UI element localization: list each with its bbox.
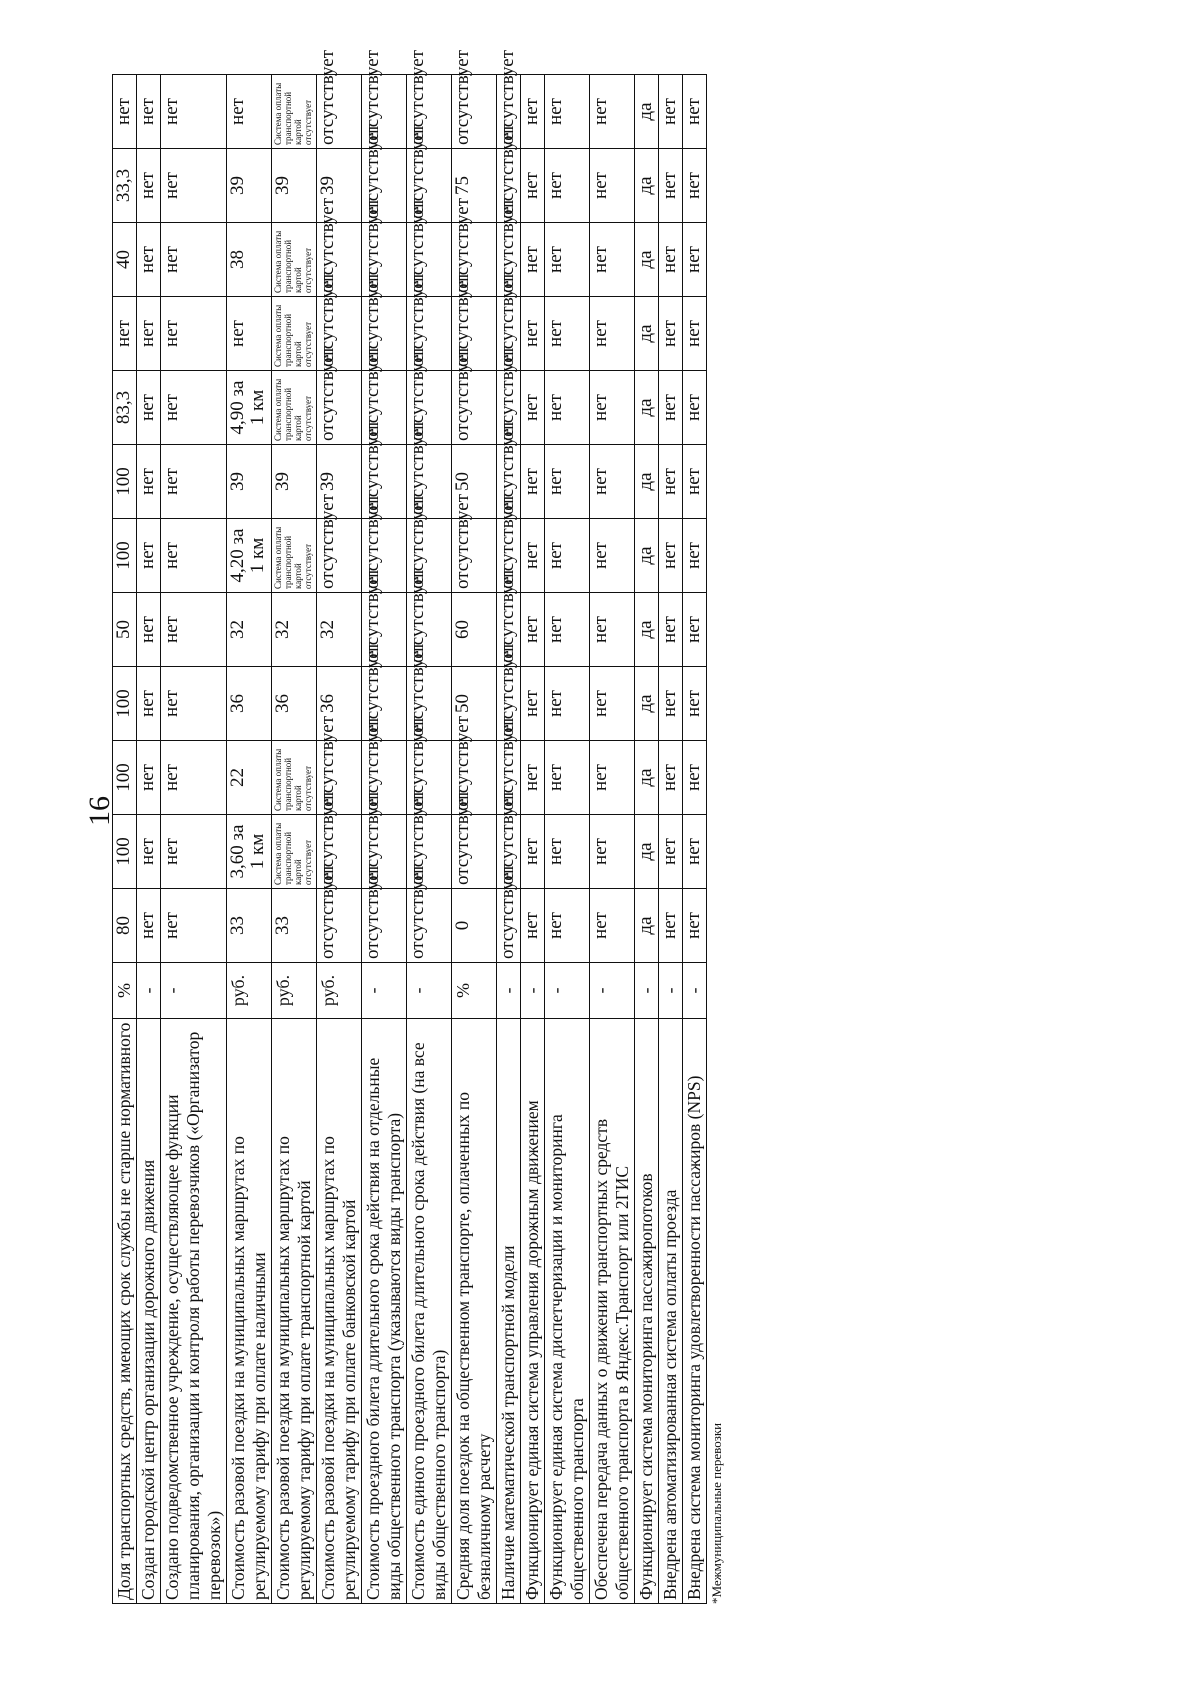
- indicator-unit: -: [590, 963, 635, 1019]
- value-cell: нет: [590, 297, 635, 371]
- value-cell: Система оплаты транспортной картой отсутствует: [272, 371, 317, 445]
- value-cell: отсутствует: [497, 889, 521, 963]
- value-cell: 33: [227, 889, 272, 963]
- value-cell: нет: [659, 149, 683, 223]
- value-cell: нет: [545, 815, 590, 889]
- value-cell: нет: [161, 445, 227, 519]
- value-cell: отсутствует: [497, 297, 521, 371]
- value-cell: нет: [137, 741, 161, 815]
- value-cell: нет: [683, 149, 707, 223]
- value-cell: отсутствует: [497, 223, 521, 297]
- indicator-unit: -: [362, 963, 407, 1019]
- value-cell: нет: [659, 667, 683, 741]
- value-cell: нет: [659, 223, 683, 297]
- value-cell: отсутствует: [317, 815, 362, 889]
- value-cell: нет: [521, 519, 545, 593]
- value-cell: 39: [317, 149, 362, 223]
- value-cell: нет: [137, 815, 161, 889]
- value-cell: 50: [452, 667, 497, 741]
- value-cell: Система оплаты транспортной картой отсутствует: [272, 815, 317, 889]
- value-cell: 100: [113, 667, 137, 741]
- value-cell: нет: [521, 889, 545, 963]
- table-row: [113, 75, 137, 1604]
- indicator-unit: руб.: [272, 963, 317, 1019]
- table-row: [407, 75, 452, 1604]
- value-cell: отсутствует: [407, 149, 452, 223]
- value-cell: отсутствует: [497, 149, 521, 223]
- value-cell: нет: [590, 889, 635, 963]
- table-row: [545, 75, 590, 1604]
- value-cell: 4,20 за 1 км: [227, 519, 272, 593]
- value-cell: нет: [545, 149, 590, 223]
- indicator-unit: -: [161, 963, 227, 1019]
- value-cell: нет: [659, 519, 683, 593]
- value-cell: нет: [137, 297, 161, 371]
- value-cell: нет: [137, 889, 161, 963]
- value-cell: отсутствует: [317, 75, 362, 149]
- value-cell: отсутствует: [497, 75, 521, 149]
- value-cell: нет: [590, 593, 635, 667]
- value-cell: 22: [227, 741, 272, 815]
- value-cell: нет: [590, 445, 635, 519]
- value-cell: отсутствует: [362, 445, 407, 519]
- indicator-name: Стоимость единого проездного билета длительного срока действия (на все виды общественного транспорта): [407, 1019, 452, 1604]
- value-cell: нет: [521, 223, 545, 297]
- value-cell: 33: [272, 889, 317, 963]
- value-cell: нет: [545, 741, 590, 815]
- indicator-name: Создано подведомственное учреждение, осуществляющее функции планирования, организации и контроля работы перевозчиков («Организатор перевозок»): [161, 1019, 227, 1604]
- value-cell: 50: [113, 593, 137, 667]
- value-cell: 100: [113, 815, 137, 889]
- value-cell: нет: [137, 593, 161, 667]
- indicators-table: [112, 49, 707, 1604]
- value-cell: нет: [137, 667, 161, 741]
- value-cell: отсутствует: [362, 149, 407, 223]
- value-cell: нет: [545, 667, 590, 741]
- value-cell: нет: [521, 593, 545, 667]
- value-cell: да: [635, 741, 659, 815]
- value-cell: да: [635, 445, 659, 519]
- value-cell: отсутствует: [362, 741, 407, 815]
- value-cell: отсутствует: [317, 741, 362, 815]
- value-cell: отсутствует: [317, 223, 362, 297]
- value-cell: нет: [113, 75, 137, 149]
- value-cell: отсутствует: [317, 519, 362, 593]
- value-cell: нет: [590, 667, 635, 741]
- indicator-name: Внедрена система мониторинга удовлетворенности пассажиров (NPS): [683, 1019, 707, 1604]
- value-cell: отсутствует: [452, 223, 497, 297]
- value-cell: нет: [227, 297, 272, 371]
- value-cell: отсутствует: [407, 815, 452, 889]
- indicator-name: Внедрена автоматизированная система оплаты проезда: [659, 1019, 683, 1604]
- value-cell: отсутствует: [317, 371, 362, 445]
- value-cell: отсутствует: [362, 889, 407, 963]
- value-cell: 80: [113, 889, 137, 963]
- table-row: [452, 75, 497, 1604]
- value-cell: отсутствует: [362, 519, 407, 593]
- value-cell: отсутствует: [407, 667, 452, 741]
- value-cell: нет: [590, 519, 635, 593]
- indicator-name: Доля транспортных средств, имеющих срок службы не старше нормативного: [113, 1019, 137, 1604]
- value-cell: нет: [161, 741, 227, 815]
- value-cell: Система оплаты транспортной картой отсутствует: [272, 223, 317, 297]
- indicator-name: Стоимость разовой поездки на муниципальных маршрутах по регулируемому тарифу при оплате транспортной картой: [272, 1019, 317, 1604]
- value-cell: отсутствует: [407, 593, 452, 667]
- indicator-unit: %: [452, 963, 497, 1019]
- value-cell: 38: [227, 223, 272, 297]
- value-cell: 50: [452, 445, 497, 519]
- value-cell: нет: [521, 297, 545, 371]
- value-cell: да: [635, 667, 659, 741]
- indicator-unit: -: [521, 963, 545, 1019]
- table-row: [521, 75, 545, 1604]
- value-cell: 36: [272, 667, 317, 741]
- value-cell: нет: [590, 815, 635, 889]
- table-row: [497, 75, 521, 1604]
- value-cell: нет: [521, 445, 545, 519]
- value-cell: отсутствует: [452, 297, 497, 371]
- table-row: [659, 75, 683, 1604]
- footnote: *Межмуниципальные перевозки: [709, 1422, 724, 1604]
- value-cell: нет: [521, 667, 545, 741]
- value-cell: нет: [227, 75, 272, 149]
- value-cell: нет: [521, 149, 545, 223]
- table-row: [317, 75, 362, 1604]
- rotated-document: [112, 49, 725, 1604]
- value-cell: нет: [590, 149, 635, 223]
- value-cell: отсутствует: [362, 75, 407, 149]
- value-cell: 100: [113, 445, 137, 519]
- value-cell: да: [635, 519, 659, 593]
- indicator-unit: -: [137, 963, 161, 1019]
- value-cell: нет: [683, 519, 707, 593]
- value-cell: отсутствует: [452, 815, 497, 889]
- table-row: [137, 75, 161, 1604]
- indicator-unit: руб.: [317, 963, 362, 1019]
- value-cell: нет: [683, 815, 707, 889]
- value-cell: нет: [521, 741, 545, 815]
- value-cell: 39: [272, 149, 317, 223]
- value-cell: отсутствует: [362, 371, 407, 445]
- value-cell: отсутствует: [407, 741, 452, 815]
- indicator-name: Наличие математической транспортной модели: [497, 1019, 521, 1604]
- value-cell: 39: [272, 445, 317, 519]
- value-cell: нет: [137, 149, 161, 223]
- indicator-name: Создан городской центр организации дорожного движения: [137, 1019, 161, 1604]
- value-cell: нет: [161, 815, 227, 889]
- value-cell: нет: [113, 297, 137, 371]
- value-cell: нет: [545, 223, 590, 297]
- value-cell: Система оплаты транспортной картой отсутствует: [272, 741, 317, 815]
- value-cell: отсутствует: [362, 297, 407, 371]
- indicator-unit: руб.: [227, 963, 272, 1019]
- value-cell: нет: [590, 371, 635, 445]
- value-cell: нет: [683, 445, 707, 519]
- value-cell: отсутствует: [497, 445, 521, 519]
- indicator-name: Обеспечена передача данных о движении транспортных средств общественного транспорта в Яндекс.Транспорт или 2ГИС: [590, 1019, 635, 1604]
- value-cell: да: [635, 297, 659, 371]
- indicator-unit: -: [407, 963, 452, 1019]
- value-cell: нет: [161, 667, 227, 741]
- value-cell: отсутствует: [362, 667, 407, 741]
- value-cell: 100: [113, 741, 137, 815]
- indicator-unit: -: [683, 963, 707, 1019]
- indicator-unit: -: [635, 963, 659, 1019]
- value-cell: нет: [545, 519, 590, 593]
- value-cell: 3,60 за 1 км: [227, 815, 272, 889]
- value-cell: Система оплаты транспортной картой отсутствует: [272, 75, 317, 149]
- value-cell: нет: [659, 371, 683, 445]
- value-cell: отсутствует: [497, 667, 521, 741]
- indicator-unit: -: [497, 963, 521, 1019]
- value-cell: 36: [317, 667, 362, 741]
- value-cell: нет: [521, 75, 545, 149]
- value-cell: отсутствует: [452, 519, 497, 593]
- value-cell: нет: [659, 741, 683, 815]
- value-cell: нет: [521, 371, 545, 445]
- value-cell: нет: [683, 75, 707, 149]
- value-cell: отсутствует: [362, 815, 407, 889]
- value-cell: нет: [161, 371, 227, 445]
- value-cell: нет: [683, 297, 707, 371]
- value-cell: отсутствует: [407, 445, 452, 519]
- value-cell: отсутствует: [317, 297, 362, 371]
- value-cell: нет: [659, 445, 683, 519]
- value-cell: 39: [317, 445, 362, 519]
- value-cell: нет: [161, 75, 227, 149]
- value-cell: нет: [521, 815, 545, 889]
- value-cell: 32: [227, 593, 272, 667]
- value-cell: нет: [659, 593, 683, 667]
- indicator-unit: -: [545, 963, 590, 1019]
- value-cell: нет: [137, 75, 161, 149]
- value-cell: нет: [161, 297, 227, 371]
- indicator-name: Функционирует система мониторинга пассажиропотоков: [635, 1019, 659, 1604]
- value-cell: отсутствует: [407, 889, 452, 963]
- value-cell: нет: [545, 889, 590, 963]
- value-cell: да: [635, 371, 659, 445]
- value-cell: нет: [590, 75, 635, 149]
- value-cell: отсутствует: [497, 741, 521, 815]
- value-cell: отсутствует: [497, 519, 521, 593]
- value-cell: отсутствует: [497, 593, 521, 667]
- value-cell: нет: [683, 371, 707, 445]
- value-cell: Система оплаты транспортной картой отсутствует: [272, 297, 317, 371]
- value-cell: отсутствует: [407, 519, 452, 593]
- value-cell: отсутствует: [452, 741, 497, 815]
- value-cell: отсутствует: [452, 75, 497, 149]
- value-cell: да: [635, 815, 659, 889]
- value-cell: нет: [683, 889, 707, 963]
- value-cell: нет: [545, 297, 590, 371]
- value-cell: нет: [137, 223, 161, 297]
- indicator-name: Стоимость проездного билета длительного срока действия на отдельные виды общественного транспорта (указываются виды транспорта): [362, 1019, 407, 1604]
- page-number: 16: [83, 796, 116, 826]
- value-cell: нет: [683, 667, 707, 741]
- value-cell: да: [635, 223, 659, 297]
- value-cell: 75: [452, 149, 497, 223]
- value-cell: отсутствует: [362, 223, 407, 297]
- value-cell: отсутствует: [317, 889, 362, 963]
- value-cell: нет: [161, 519, 227, 593]
- indicator-name: Функционирует единая система управления дорожным движением: [521, 1019, 545, 1604]
- value-cell: отсутствует: [407, 223, 452, 297]
- value-cell: да: [635, 889, 659, 963]
- value-cell: Система оплаты транспортной картой отсутствует: [272, 519, 317, 593]
- table-row: [590, 75, 635, 1604]
- value-cell: отсутствует: [497, 815, 521, 889]
- value-cell: 4,90 за 1 км: [227, 371, 272, 445]
- value-cell: нет: [545, 445, 590, 519]
- value-cell: нет: [683, 223, 707, 297]
- value-cell: 40: [113, 223, 137, 297]
- value-cell: нет: [137, 371, 161, 445]
- indicator-unit: %: [113, 963, 137, 1019]
- value-cell: отсутствует: [407, 371, 452, 445]
- indicator-unit: -: [659, 963, 683, 1019]
- indicator-name: Стоимость разовой поездки на муниципальных маршрутах по регулируемому тарифу при оплате наличными: [227, 1019, 272, 1604]
- value-cell: 39: [227, 149, 272, 223]
- value-cell: нет: [137, 519, 161, 593]
- indicator-name: Стоимость разовой поездки на муниципальных маршрутах по регулируемому тарифу при оплате банковской картой: [317, 1019, 362, 1604]
- value-cell: 83,3: [113, 371, 137, 445]
- indicator-name: Функционирует единая система диспетчеризации и мониторинга общественного транспорта: [545, 1019, 590, 1604]
- value-cell: нет: [545, 593, 590, 667]
- table-row: [161, 75, 227, 1604]
- value-cell: нет: [161, 149, 227, 223]
- table-row: [272, 75, 317, 1604]
- value-cell: нет: [683, 593, 707, 667]
- value-cell: да: [635, 593, 659, 667]
- value-cell: 36: [227, 667, 272, 741]
- value-cell: 39: [227, 445, 272, 519]
- table-row: [227, 75, 272, 1604]
- value-cell: нет: [659, 75, 683, 149]
- value-cell: нет: [545, 75, 590, 149]
- value-cell: да: [635, 75, 659, 149]
- value-cell: отсутствует: [407, 75, 452, 149]
- value-cell: нет: [161, 223, 227, 297]
- value-cell: да: [635, 149, 659, 223]
- indicator-name: Средняя доля поездок на общественном транспорте, оплаченных по безналичному расчету: [452, 1019, 497, 1604]
- value-cell: отсутствует: [497, 371, 521, 445]
- value-cell: 0: [452, 889, 497, 963]
- value-cell: нет: [683, 741, 707, 815]
- value-cell: отсутствует: [407, 297, 452, 371]
- value-cell: нет: [590, 741, 635, 815]
- value-cell: нет: [137, 445, 161, 519]
- value-cell: 33,3: [113, 149, 137, 223]
- value-cell: нет: [161, 593, 227, 667]
- value-cell: нет: [590, 223, 635, 297]
- value-cell: 100: [113, 519, 137, 593]
- value-cell: нет: [659, 297, 683, 371]
- table-row: [683, 75, 707, 1604]
- value-cell: 32: [272, 593, 317, 667]
- value-cell: нет: [161, 889, 227, 963]
- value-cell: 60: [452, 593, 497, 667]
- table-row: [362, 75, 407, 1604]
- value-cell: нет: [659, 815, 683, 889]
- value-cell: нет: [659, 889, 683, 963]
- table-row: [635, 75, 659, 1604]
- value-cell: отсутствует: [362, 593, 407, 667]
- value-cell: отсутствует: [452, 371, 497, 445]
- value-cell: 32: [317, 593, 362, 667]
- value-cell: нет: [545, 371, 590, 445]
